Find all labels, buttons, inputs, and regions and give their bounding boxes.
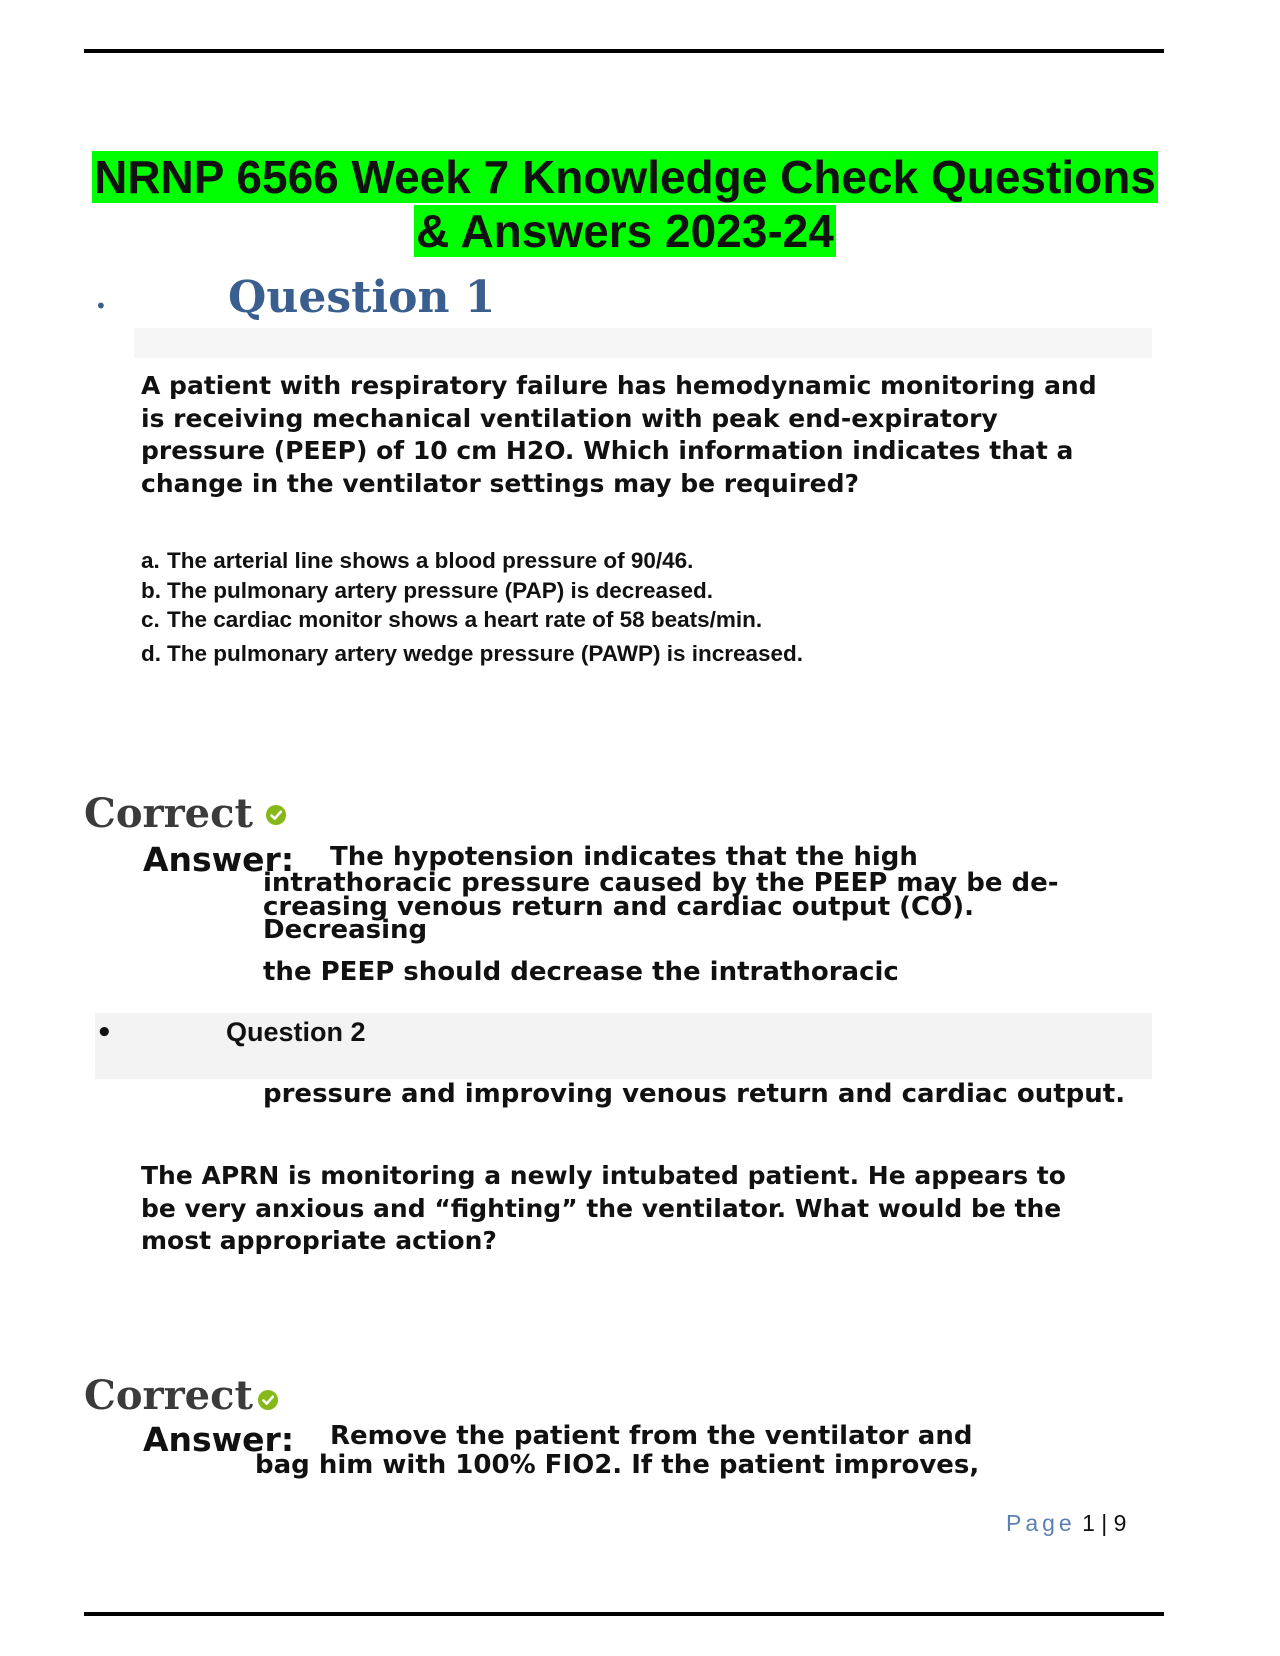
page-title	[84, 150, 1166, 258]
option-text: The pulmonary artery wedge pressure (PAWP) is increased.	[167, 640, 804, 666]
question-2-heading: Question 2	[226, 1017, 366, 1047]
answer-1-line-3: pressure and improving venous return and cardiac output.	[263, 1079, 1126, 1109]
answer-2-first-line: Remove the patient from the ventilator and	[330, 1421, 973, 1451]
option-letter: c.	[141, 607, 160, 632]
question-1-shaded-bar	[134, 328, 1152, 358]
title-line-1: NRNP 6566 Week 7 Knowledge Check Questions	[94, 151, 1156, 203]
option-letter: b.	[141, 577, 161, 603]
answer-2-line-2: bag him with 100% FIO2. If the patient improves,	[255, 1450, 980, 1480]
question-1-heading: Question 1	[228, 272, 496, 323]
correct-label-1: Correct	[84, 790, 253, 837]
option-d	[141, 639, 803, 669]
option-text: The cardiac monitor shows a heart rate of 58 beats/min.	[167, 607, 763, 632]
header-rule	[84, 49, 1164, 53]
question-1-options	[141, 546, 803, 668]
page-separator: |	[1101, 1510, 1108, 1536]
current-page: 1	[1082, 1510, 1095, 1536]
option-letter: d.	[141, 640, 161, 666]
check-circle-icon	[266, 805, 286, 825]
option-a	[141, 546, 803, 576]
answer-1-line-2: the PEEP should decrease the intrathoracic	[263, 957, 899, 987]
page-word: Page	[1006, 1510, 1076, 1536]
answer-1-first-line: The hypotension indicates that the high	[330, 842, 918, 872]
correct-label-2: Correct	[84, 1372, 253, 1419]
question-2-stem: The APRN is monitoring a newly intubated patient. He appears to be very anxious and “fighting” the ventilator. What would be the most appropriate action?	[141, 1161, 1066, 1255]
option-b	[141, 576, 803, 606]
answer-1-continued: intrathoracic pressure caused by the PEEP may be de-creasing venous return and cardiac output (CO). Decreasing	[263, 868, 1059, 945]
total-pages: 9	[1113, 1510, 1127, 1536]
option-c	[141, 605, 803, 635]
answer-label-1: Answer:	[143, 840, 295, 879]
option-text: The pulmonary artery pressure (PAP) is decreased.	[167, 577, 714, 603]
page-number	[1006, 1510, 1126, 1537]
question-1-stem: A patient with respiratory failure has hemodynamic monitoring and is receiving mechanical ventilation with peak end-expiratory pressure (PEEP) of 10 cm H2O. Which information indicates that a change in the ventilator settings may be required?	[141, 371, 1097, 498]
option-letter: a.	[141, 548, 160, 573]
title-line-2: & Answers 2023-24	[416, 205, 834, 257]
question-2-bullet: •	[96, 1018, 113, 1048]
check-circle-icon	[258, 1390, 278, 1410]
question-1-bullet: •	[95, 294, 107, 318]
answer-label-2: Answer:	[143, 1420, 295, 1459]
option-text: The arterial line shows a blood pressure of 90/46.	[167, 548, 694, 573]
footer-rule	[84, 1612, 1164, 1616]
